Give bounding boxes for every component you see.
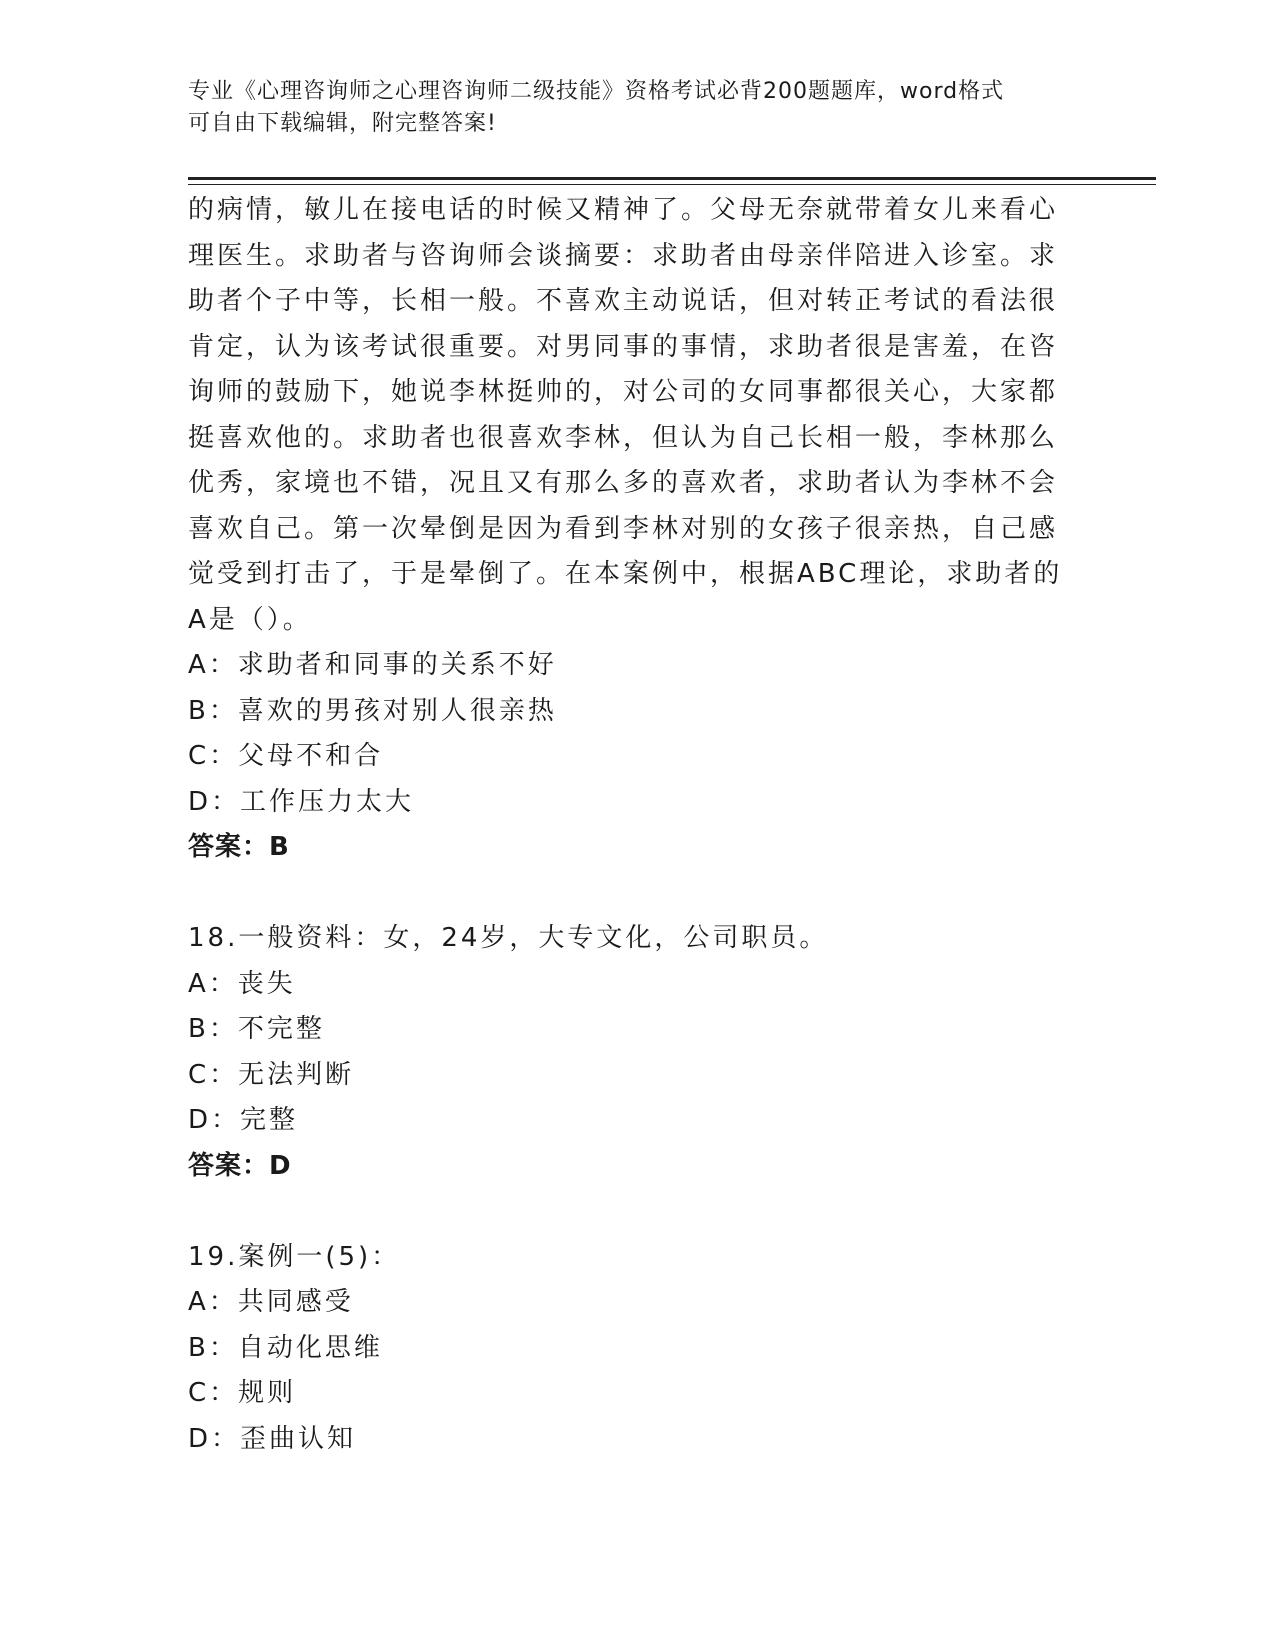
spacer — [188, 1189, 1068, 1235]
header-rule-thick — [188, 177, 1156, 180]
option-c: C：无法判断 — [188, 1059, 355, 1090]
question-text-line: 觉受到打击了，于是晕倒了。在本案例中，根据ABC理论，求助者的 — [188, 559, 1063, 589]
option-d: D：工作压力太大 — [188, 786, 415, 817]
question-text-line: 肯定，认为该考试很重要。对男同事的事情，求助者很是害羞，在咨 — [188, 331, 1059, 362]
option-b: B：喜欢的男孩对别人很亲热 — [188, 695, 557, 726]
question-19 — [188, 1235, 1068, 1463]
header-line-2: 可自由下载编辑，附完整答案! — [188, 111, 497, 136]
option-a: A：丧失 — [188, 968, 296, 999]
question-text-line: 助者个子中等，长相一般。不喜欢主动说话，但对转正考试的看法很 — [188, 286, 1059, 316]
document-body — [188, 188, 1068, 1462]
header-line-1: 专业《心理咨询师之心理咨询师二级技能》资格考试必背200题题库，word格式 — [188, 79, 1005, 104]
answer: 答案：B — [188, 832, 290, 862]
question-text-line: 优秀，家境也不错，况且又有那么多的喜欢者，求助者认为李林不会 — [188, 468, 1059, 498]
question-17 — [188, 188, 1068, 871]
option-c: C：规则 — [188, 1378, 297, 1408]
option-b: B：不完整 — [188, 1014, 325, 1044]
question-text-line: 询师的鼓励下，她说李林挺帅的，对公司的女同事都很关心，大家都 — [188, 377, 1059, 407]
option-a: A：共同感受 — [188, 1287, 354, 1317]
question-text-line: 的病情，敏儿在接电话的时候又精神了。父母无奈就带着女儿来看心 — [188, 195, 1059, 225]
option-a: A：求助者和同事的关系不好 — [188, 650, 557, 680]
spacer — [188, 871, 1068, 917]
question-text-line: 挺喜欢他的。求助者也很喜欢李林，但认为自己长相一般，李林那么 — [188, 422, 1059, 453]
page-header — [188, 76, 1068, 140]
answer: 答案：D — [188, 1150, 292, 1181]
option-b: B：自动化思维 — [188, 1332, 383, 1363]
option-d: D：歪曲认知 — [188, 1423, 357, 1454]
option-d: D：完整 — [188, 1105, 299, 1135]
question-stem: 18.一般资料：女，24岁，大专文化，公司职员。 — [188, 923, 829, 953]
question-stem: 19.案例一(5)： — [188, 1241, 401, 1272]
option-c: C：父母不和合 — [188, 741, 384, 771]
question-18 — [188, 916, 1068, 1189]
question-text-line: 喜欢自己。第一次晕倒是因为看到李林对别的女孩子很亲热，自己感 — [188, 513, 1059, 544]
header-rule-thin — [188, 184, 1156, 185]
question-text-line: A是（）。 — [188, 604, 312, 635]
question-text-line: 理医生。求助者与咨询师会谈摘要：求助者由母亲伴陪进入诊室。求 — [188, 240, 1059, 271]
